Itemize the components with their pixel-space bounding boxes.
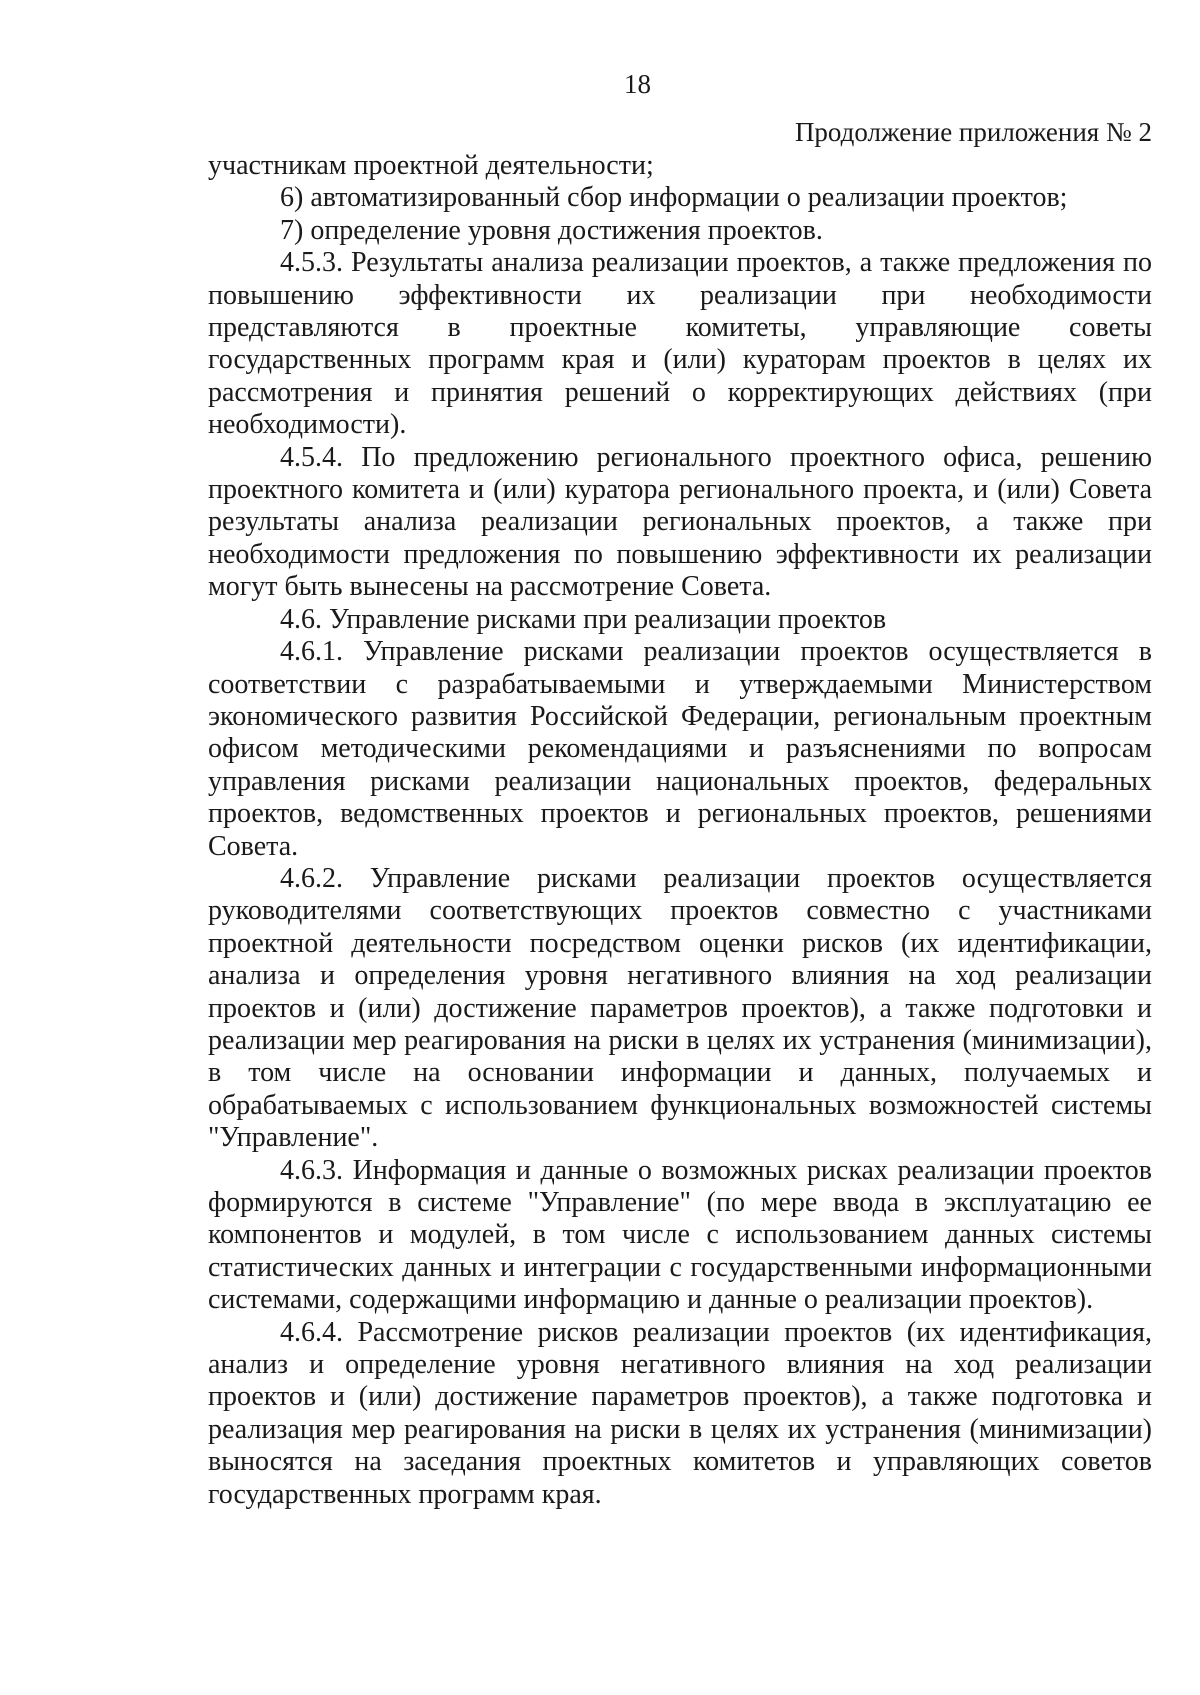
- clause-4-6-4: 4.6.4. Рассмотрение рисков реализации проектов (их идентификация, анализ и определение уровня негативного влияния на ход реализации проектов и (или) достижение параметров проектов), а также подготовка и реализация мер реагирования на риски в целях их устранения (минимизации) выносятся на заседания проектных комитетов и управляющих советов государственных программ края.: [208, 1316, 1152, 1510]
- section-heading-4-6: 4.6. Управление рисками при реализации проектов: [280, 603, 887, 635]
- list-item-7: 7) определение уровня достижения проектов.: [280, 214, 823, 246]
- appendix-continuation-note: Продолжение приложения № 2: [794, 117, 1152, 147]
- paragraph-continuation: участникам проектной деятельности;: [208, 150, 654, 181]
- clause-4-6-2: 4.6.2. Управление рисками реализации проектов осуществляется руководителями соответствующих проектов совместно с участниками проектной деятельности посредством оценки рисков (их идентификации, анализа и определения уровня негативного влияния на ход реализации проектов и (или) достижение параметров проектов), а также подготовки и реализации мер реагирования на риски в целях их устранения (минимизации), в том числе на основании информации и данных, получаемых и обрабатываемых с использованием функциональных возможностей системы "Управление".: [208, 862, 1152, 1154]
- clause-4-6-3: 4.6.3. Информация и данные о возможных рисках реализации проектов формируются в системе "Управление" (по мере ввода в эксплуатацию ее компонентов и модулей, в том числе с использованием данных системы статистических данных и интеграции с государственными информационными системами, содержащими информацию и данные о реализации проектов).: [208, 1154, 1152, 1316]
- clause-4-5-3: 4.5.3. Результаты анализа реализации проектов, а также предложения по повышению эффективности их реализации при необходимости представляются в проектные комитеты, управляющие советы государственных программ края и (или) кураторам проектов в целях их рассмотрения и принятия решений о корректирующих действиях (при необходимости).: [208, 247, 1152, 441]
- clause-4-6-1: 4.6.1. Управление рисками реализации проектов осуществляется в соответствии с разрабатываемыми и утверждаемыми Министерством экономического развития Российской Федерации, региональным проектным офисом методическими рекомендациями и разъяснениями по вопросам управления рисками реализации национальных проектов, федеральных проектов, ведомственных проектов и региональных проектов, решениями Совета.: [208, 636, 1152, 862]
- clause-4-5-4: 4.5.4. По предложению регионального проектного офиса, решению проектного комитета и (или) куратора регионального проекта, и (или) Совета результаты анализа реализации региональных проектов, а также при необходимости предложения по повышению эффективности их реализации могут быть вынесены на рассмотрение Совета.: [208, 441, 1152, 603]
- document-body: [208, 150, 1152, 1511]
- page-number: 18: [624, 69, 651, 99]
- list-item-6: 6) автоматизированный сбор информации о реализации проектов;: [280, 182, 1068, 214]
